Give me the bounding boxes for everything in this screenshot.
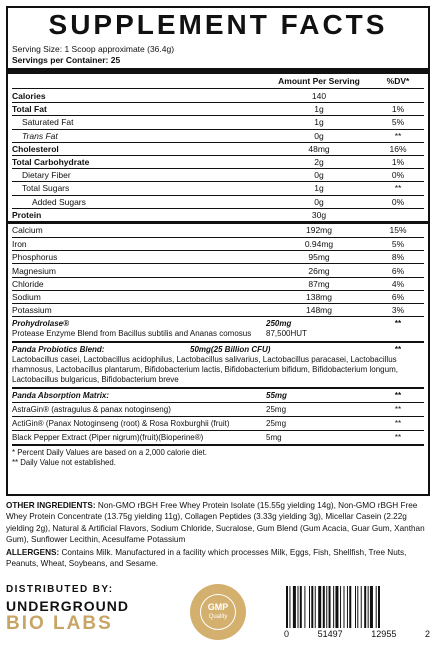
barcode-number xyxy=(284,629,430,639)
nutrient-name: Added Sugars xyxy=(32,196,86,207)
barcode-digit-group: 51497 xyxy=(317,629,343,639)
nutrient-amount: 0g xyxy=(314,130,324,141)
nutrient-row xyxy=(12,129,424,142)
nutrient-row xyxy=(12,277,424,290)
probiotics-block xyxy=(12,341,424,387)
barcode-bar xyxy=(378,586,380,628)
footnotes xyxy=(12,444,424,470)
footnote-dv: * Percent Daily Values are based on a 2,000 calorie diet. xyxy=(12,448,207,458)
absorption-item-dv: ** xyxy=(394,405,402,415)
panel-title: SUPPLEMENT FACTS xyxy=(48,9,388,40)
nutrient-name: Magnesium xyxy=(12,265,56,276)
nutrient-row xyxy=(12,208,424,221)
barcode-bar xyxy=(329,586,331,628)
nutrient-name: Trans Fat xyxy=(22,130,58,141)
nutrient-row xyxy=(12,155,424,168)
probiotics-name: Panda Probiotics Blend: xyxy=(12,345,105,355)
nutrient-row xyxy=(12,237,424,250)
nutrient-dv: 0% xyxy=(391,170,405,181)
nutrient-name: Total Sugars xyxy=(22,183,70,194)
nutrient-dv: 8% xyxy=(391,252,405,263)
distributor-name-line1: UNDERGROUND xyxy=(6,598,129,614)
gmp-seal-top: GMP xyxy=(207,602,229,612)
nutrient-name: Cholesterol xyxy=(12,143,59,154)
nutrient-name: Protein xyxy=(12,209,42,220)
barcode-bar xyxy=(315,586,316,628)
absorption-block xyxy=(12,387,424,402)
barcode-bar xyxy=(300,586,302,628)
dv-header: %DV* xyxy=(386,76,410,86)
barcode-digit-group: 0 xyxy=(284,629,290,639)
nutrient-dv: 16% xyxy=(389,143,407,154)
barcode-bar xyxy=(340,586,341,628)
prohydrolase-dv: ** xyxy=(394,319,402,329)
barcode-bar xyxy=(309,586,310,628)
nutrient-amount: 148mg xyxy=(306,305,332,316)
nutrient-dv: 1% xyxy=(391,157,405,168)
gmp-seal-bottom: Quality xyxy=(208,614,228,620)
distributor-block xyxy=(6,584,156,634)
nutrient-amount: 95mg xyxy=(308,252,330,263)
nutrient-row xyxy=(12,181,424,194)
absorption-item xyxy=(12,402,424,416)
nutrient-amount: 192mg xyxy=(306,225,332,236)
nutrient-row xyxy=(12,102,424,115)
barcode-bar xyxy=(298,586,299,628)
distributor-name-line2: BIO LABS xyxy=(6,613,113,634)
prohydrolase-amount: 250mg xyxy=(266,319,292,329)
allergens-text: Contains Milk. Manufactured in a facility which processes Milk, Eggs, Fish, Shellfish, Tree Nuts, Peanuts, Wheat, Soybeans, and Sesame. xyxy=(6,548,407,569)
absorption-item-dv: ** xyxy=(394,433,402,443)
barcode-bar xyxy=(335,586,338,628)
nutrient-amount: 0g xyxy=(314,170,324,181)
nutrient-dv: 6% xyxy=(391,265,405,276)
nutrient-amount: 0g xyxy=(314,196,324,207)
probiotics-amount: 50mg(25 Billion CFU) xyxy=(190,345,271,355)
nutrient-row xyxy=(12,250,424,263)
gmp-seal-icon xyxy=(190,584,246,640)
barcode-bar xyxy=(293,586,296,628)
allergens xyxy=(6,547,430,570)
nutrient-row xyxy=(12,168,424,181)
nutrient-name: Total Carbohydrate xyxy=(12,157,90,168)
nutrient-name: Phosphorus xyxy=(12,252,58,263)
barcode-bar xyxy=(368,586,369,628)
nutrient-dv: 0% xyxy=(391,196,405,207)
nutrient-amount: 87mg xyxy=(308,278,330,289)
nutrient-dv: ** xyxy=(394,130,402,141)
probiotics-desc: Lactobacillus casei, Lactobacillus acidophilus, Lactobacillus salivarius, Lactobacillus paracasei, Lactobacillus rhamnosus, Lactobacillus plantarum, Bifidobacterium lactis, Bifidobacterium bifidum, Bifidobacterium longum, Lactobacillus bulgaricus, Bifidobacterium breve xyxy=(12,355,398,385)
barcode-bar xyxy=(304,586,305,628)
absorption-item xyxy=(12,416,424,430)
nutrient-name: Calories xyxy=(12,90,46,101)
prohydrolase-block xyxy=(12,316,424,341)
prohydrolase-desc: Protease Enzyme Blend from Bacillus subtilis and Ananas comosus xyxy=(12,329,252,339)
footnote-not-established: ** Daily Value not established. xyxy=(12,458,116,468)
absorption-item-amount: 25mg xyxy=(266,419,287,429)
nutrient-row xyxy=(12,263,424,276)
barcode-icon xyxy=(284,586,430,628)
nutrient-row xyxy=(12,195,424,208)
barcode-digit-group: 2 xyxy=(424,629,430,639)
serving-size: Serving Size: 1 Scoop approximate (36.4g) xyxy=(12,44,175,54)
nutrient-name: Iron xyxy=(12,239,27,250)
nutrient-row xyxy=(12,115,424,128)
nutrient-amount: 1g xyxy=(314,104,324,115)
nutrient-row xyxy=(12,142,424,155)
nutrient-amount: 1g xyxy=(314,183,324,194)
supplement-facts-panel xyxy=(6,6,430,496)
barcode-bar xyxy=(361,586,362,628)
absorption-item-list xyxy=(12,402,424,444)
absorption-item-name: ActiGin® (Panax Notoginseng (root) & Rosa Roxburghii (fruit) xyxy=(12,419,230,429)
absorption-item xyxy=(12,430,424,444)
nutrient-amount: 138mg xyxy=(306,291,332,302)
absorption-amount: 55mg xyxy=(266,391,287,401)
nutrient-name: Sodium xyxy=(12,291,41,302)
absorption-item-name: Black Pepper Extract (Piper nigrum)(fruit)(Bioperine®) xyxy=(12,433,204,443)
prohydrolase-desc-amount: 87,500HUT xyxy=(266,329,307,339)
other-ingredients xyxy=(6,500,430,545)
nutrient-amount: 26mg xyxy=(308,265,330,276)
table-header xyxy=(12,74,424,88)
barcode-bar xyxy=(311,586,313,628)
mineral-list xyxy=(12,224,424,316)
barcode-bar xyxy=(370,586,373,628)
nutrient-amount: 30g xyxy=(311,209,327,220)
barcode-bar xyxy=(289,586,290,628)
nutrient-dv: 4% xyxy=(391,278,405,289)
nutrient-dv: 5% xyxy=(391,117,405,128)
nutrient-amount: 0.94mg xyxy=(304,239,334,250)
nutrient-amount: 1g xyxy=(314,117,324,128)
barcode-bar xyxy=(318,586,321,628)
nutrient-name: Saturated Fat xyxy=(22,117,74,128)
barcode-bar xyxy=(376,586,377,628)
nutrient-name: Dietary Fiber xyxy=(22,170,71,181)
nutrient-amount: 140 xyxy=(311,90,327,101)
absorption-item-name: AstraGin® (astragulus & panax notoginseng) xyxy=(12,405,171,415)
nutrient-dv: 15% xyxy=(389,225,407,236)
nutrient-amount: 48mg xyxy=(308,143,330,154)
nutrient-name: Calcium xyxy=(12,225,43,236)
barcode-bar xyxy=(355,586,356,628)
absorption-item-amount: 25mg xyxy=(266,405,287,415)
barcode-bar xyxy=(323,586,325,628)
absorption-dv: ** xyxy=(394,391,402,401)
nutrient-list xyxy=(12,88,424,221)
nutrient-name: Total Fat xyxy=(12,104,47,115)
nutrient-name: Potassium xyxy=(12,305,52,316)
barcode-bar xyxy=(326,586,327,628)
barcode-bar xyxy=(344,586,345,628)
nutrient-row xyxy=(12,224,424,237)
nutrient-row xyxy=(12,89,424,102)
prohydrolase-name: Prohydrolase® xyxy=(12,319,70,329)
barcode-bar xyxy=(364,586,366,628)
allergens-label: ALLERGENS: xyxy=(6,548,60,557)
nutrient-row xyxy=(12,290,424,303)
other-ingredients-text: Non-GMO rBGH Free Whey Protein Isolate (15.55g yielding 14g), Non-GMO rBGH Free Whey Protein Concentrate (13.75g yielding 11g), Collagen Peptides (3.33g yielding 3g), Micellar Casein (2.22g yielding 2g), Natural & Artificial Flavors, Sodium Chloride, Sucralose, Gum Blend (Gum Acacia, Guar Gum, Xanthan Gum), Sunflower Lecithin, Acesulfame Potassium xyxy=(6,501,425,544)
barcode-bar xyxy=(349,586,351,628)
other-ingredients-label: OTHER INGREDIENTS: xyxy=(6,501,96,510)
nutrient-amount: 2g xyxy=(314,157,324,168)
barcode-bar xyxy=(333,586,334,628)
nutrient-row xyxy=(12,303,424,316)
nutrient-dv: ** xyxy=(394,183,402,194)
probiotics-dv: ** xyxy=(394,345,402,355)
absorption-name: Panda Absorption Matrix: xyxy=(12,391,110,401)
amount-header: Amount Per Serving xyxy=(278,76,360,86)
barcode-digit-group: 12955 xyxy=(371,629,397,639)
barcode-bar xyxy=(357,586,358,628)
servings-per-container: Servings per Container: 25 xyxy=(12,55,121,65)
absorption-item-amount: 5mg xyxy=(266,433,282,443)
nutrient-dv: 5% xyxy=(391,239,405,250)
nutrient-name: Chloride xyxy=(12,278,44,289)
distributed-by-label: DISTRIBUTED BY: xyxy=(6,584,114,595)
nutrient-dv: 3% xyxy=(391,305,405,316)
barcode-bar xyxy=(347,586,348,628)
nutrient-dv: 6% xyxy=(391,291,405,302)
absorption-item-dv: ** xyxy=(394,419,402,429)
barcode-bar xyxy=(286,586,288,628)
nutrient-dv: 1% xyxy=(391,104,405,115)
